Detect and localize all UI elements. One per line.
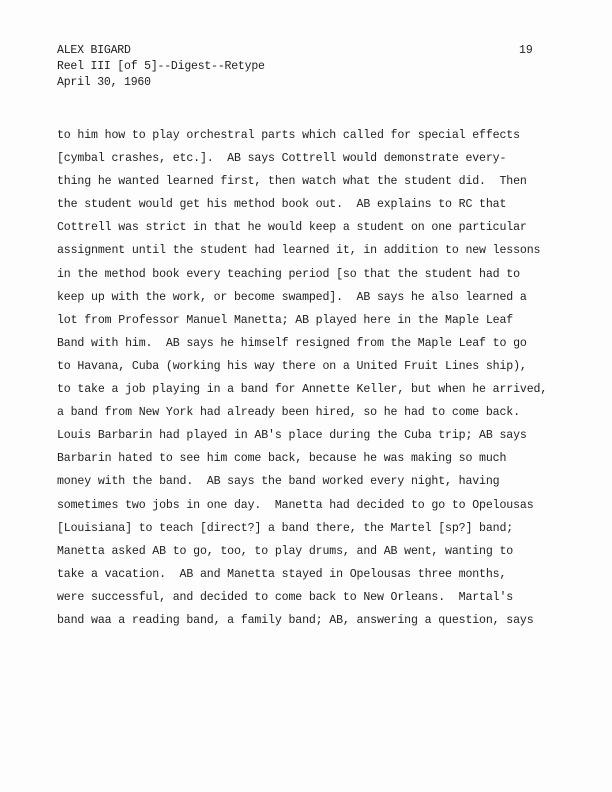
document-header — [57, 43, 265, 91]
text-line: to take a job playing in a band for Annette Keller, but when he arrived, — [57, 383, 548, 397]
text-line: lot from Professor Manuel Manetta; AB played here in the Maple Leaf — [57, 313, 514, 327]
text-line: the student would get his method book out. AB explains to RC that — [57, 198, 507, 212]
text-line: keep up with the work, or become swamped]. AB says he also learned a — [57, 290, 527, 304]
interviewee-name: ALEX BIGARD — [57, 44, 131, 57]
text-line: a band from New York had already been hired, so he had to come back. — [57, 406, 520, 420]
text-line: money with the band. AB says the band worked every night, having — [57, 475, 500, 489]
page-number: 19 — [519, 44, 533, 57]
text-line: thing he wanted learned first, then watch what the student did. Then — [57, 175, 527, 189]
text-line: Barbarin hated to see him come back, because he was making so much — [57, 452, 507, 466]
text-line: assignment until the student had learned it, in addition to new lessons — [57, 244, 541, 258]
reel-info: Reel III [of 5]--Digest--Retype — [57, 60, 265, 73]
text-line: band waa a reading band, a family band; AB, answering a question, says — [57, 613, 534, 627]
text-line: to him how to play orchestral parts which called for special effects — [57, 129, 520, 142]
transcript-body — [57, 124, 597, 632]
text-line: were successful, and decided to come back to New Orleans. Martal's — [57, 590, 514, 604]
text-line: to Havana, Cuba (working his way there on a United Fruit Lines ship), — [57, 359, 527, 373]
text-line: in the method book every teaching period [so that the student had to — [57, 267, 520, 281]
text-line: Cottrell was strict in that he would keep a student on one particular — [57, 221, 527, 235]
text-line: [Louisiana] to teach [direct?] a band there, the Martel [sp?] band; — [57, 521, 514, 535]
interview-date: April 30, 1960 — [57, 76, 151, 89]
text-line: Louis Barbarin had played in AB's place during the Cuba trip; AB says — [57, 429, 527, 443]
text-line: take a vacation. AB and Manetta stayed in Opelousas three months, — [57, 567, 507, 581]
text-line: [cymbal crashes, etc.]. AB says Cottrell would demonstrate every- — [57, 152, 507, 166]
text-line: sometimes two jobs in one day. Manetta had decided to go to Opelousas — [57, 498, 534, 512]
text-line: Manetta asked AB to go, too, to play drums, and AB went, wanting to — [57, 544, 514, 558]
text-line: Band with him. AB says he himself resigned from the Maple Leaf to go — [57, 336, 527, 350]
